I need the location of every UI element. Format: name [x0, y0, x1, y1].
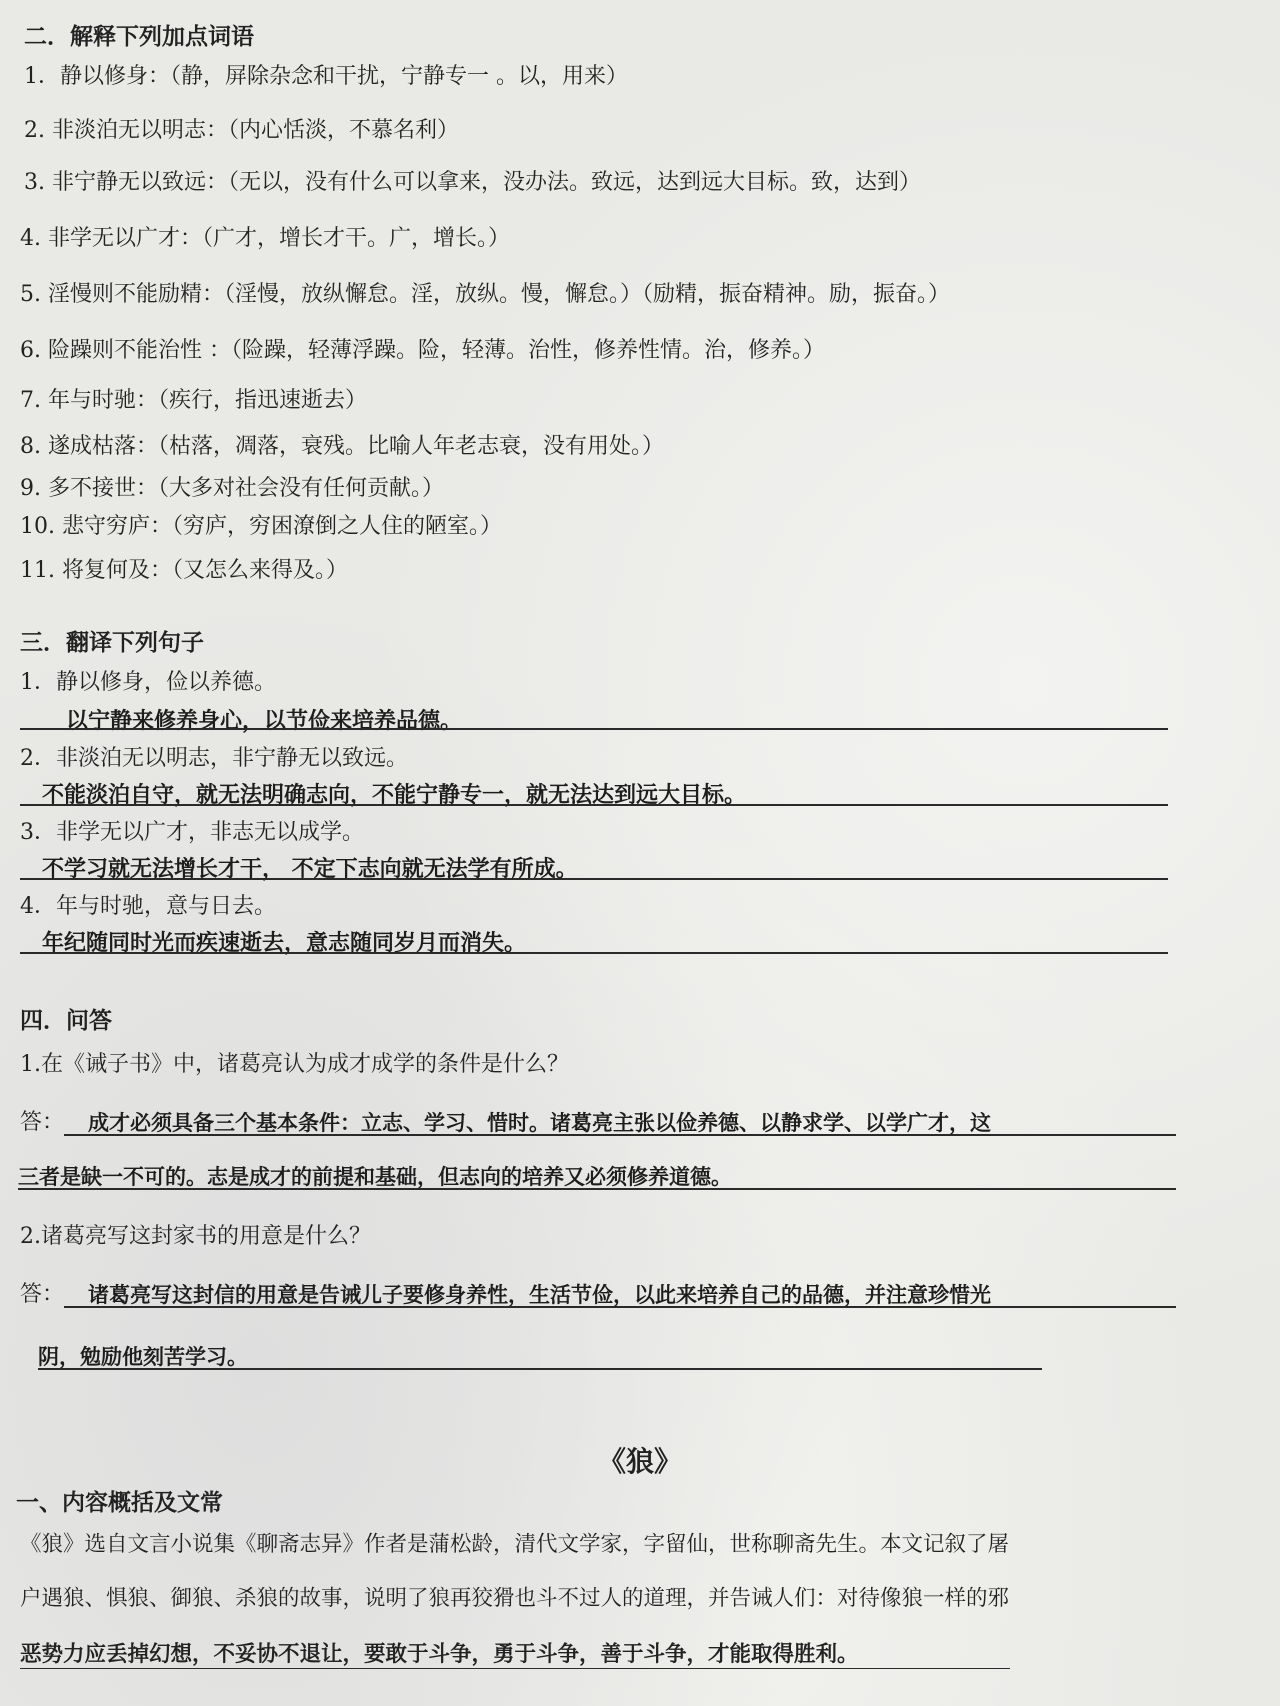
translate-answer-2: 不能淡泊自守，就无法明确志向，不能宁静专一，就无法达到远大目标。: [42, 782, 747, 808]
wolf-heading: 一、内容概括及文常: [16, 1490, 223, 1516]
wolf-paragraph-line-1: 《狼》选自文言小说集《聊斋志异》作者是蒲松龄，清代文学家，字留仙，世称聊斋先生。本文记叙了屠: [20, 1532, 1010, 1557]
section2-item-1: 1．静以修身：（静，屏除杂念和干扰，宁静专一 。以，用来）: [24, 64, 628, 89]
qa-question-1: 1.在《诫子书》中，诸葛亮认为成才成学的条件是什么？: [20, 1052, 569, 1077]
translate-answer-3: 不学习就无法增长才干， 不定下志向就无法学有所成。: [42, 856, 578, 882]
answer-underline: [20, 952, 1168, 954]
answer-underline: [20, 728, 1168, 730]
qa-answer-2-line-2: 阴，勉励他刻苦学习。: [38, 1344, 248, 1369]
section2-item-4: 4. 非学无以广才：（广才，增长才干。广，增长。）: [20, 226, 510, 251]
section2-item-9: 9. 多不接世：（大多对社会没有任何贡献。）: [20, 476, 444, 501]
qa-answer-label-1: 答：: [20, 1110, 65, 1135]
section2-item-6: 6. 险躁则不能治性 ：（险躁，轻薄浮躁。险，轻薄。治性，修养性情。治，修养。）: [20, 338, 825, 363]
answer-underline: [20, 878, 1168, 880]
translate-question-2: 2．非淡泊无以明志，非宁静无以致远。: [20, 746, 408, 771]
section2-item-5: 5. 淫慢则不能励精：（淫慢，放纵懈怠。淫，放纵。慢，懈怠。）（励精，振奋精神。励，振奋。）: [20, 282, 950, 307]
section2-item-8: 8. 遂成枯落：（枯落，凋落，衰残。比喻人年老志衰，没有用处。）: [20, 434, 664, 459]
section2-item-10: 10. 悲守穷庐：（穷庐，穷困潦倒之人住的陋室。）: [20, 514, 502, 539]
qa-answer-2-line-1: 诸葛亮写这封信的用意是告诫儿子要修身养性，生活节俭，以此来培养自己的品德，并注意珍惜光: [88, 1282, 991, 1307]
answer-underline: [20, 1668, 1010, 1669]
qa-answer-label-2: 答：: [20, 1282, 65, 1307]
qa-question-2: 2.诸葛亮写这封家书的用意是什么？: [20, 1224, 371, 1249]
section2-item-7: 7. 年与时驰：（疾行，指迅速逝去）: [20, 388, 367, 413]
answer-underline: [64, 1306, 1176, 1308]
section2-item-3: 3. 非宁静无以致远：（无以，没有什么可以拿来，没办法。致远，达到远大目标。致，达到）: [24, 170, 921, 195]
section2-item-2: 2. 非淡泊无以明志：（内心恬淡，不慕名利）: [24, 118, 459, 143]
wolf-paragraph-line-2: 户遇狼、惧狼、御狼、杀狼的故事，说明了狼再狡猾也斗不过人的道理，并告诫人们：对待像狼一样的邪: [20, 1586, 1010, 1611]
answer-underline: [38, 1368, 1042, 1370]
section3-heading: 三．翻译下列句子: [20, 630, 204, 656]
translate-answer-1: 以宁静来修养身心，以节俭来培养品德。: [66, 708, 463, 734]
translate-question-4: 4．年与时驰，意与日去。: [20, 894, 276, 919]
section2-item-11: 11. 将复何及：（又怎么来得及。）: [20, 558, 348, 583]
qa-answer-1-line-2: 三者是缺一不可的。志是成才的前提和基础，但志向的培养又必须修养道德。: [18, 1164, 732, 1189]
wolf-title: 《狼》: [597, 1445, 682, 1478]
section2-heading: 二．解释下列加点词语: [24, 24, 254, 50]
section4-heading: 四．问答: [20, 1008, 112, 1034]
translate-answer-4: 年纪随同时光而疾速逝去，意志随同岁月而消失。: [42, 930, 527, 956]
answer-underline: [18, 1188, 1176, 1190]
translate-question-1: 1．静以修身，俭以养德。: [20, 670, 276, 695]
answer-underline: [64, 1134, 1176, 1136]
wolf-paragraph-line-3: 恶势力应丢掉幻想，不妥协不退让，要敢于斗争，勇于斗争，善于斗争，才能取得胜利。: [20, 1642, 859, 1667]
qa-answer-1-line-1: 成才必须具备三个基本条件：立志、学习、惜时。诸葛亮主张以俭养德、以静求学、以学广才，这: [88, 1110, 991, 1135]
translate-question-3: 3．非学无以广才，非志无以成学。: [20, 820, 364, 845]
answer-underline: [20, 804, 1168, 806]
